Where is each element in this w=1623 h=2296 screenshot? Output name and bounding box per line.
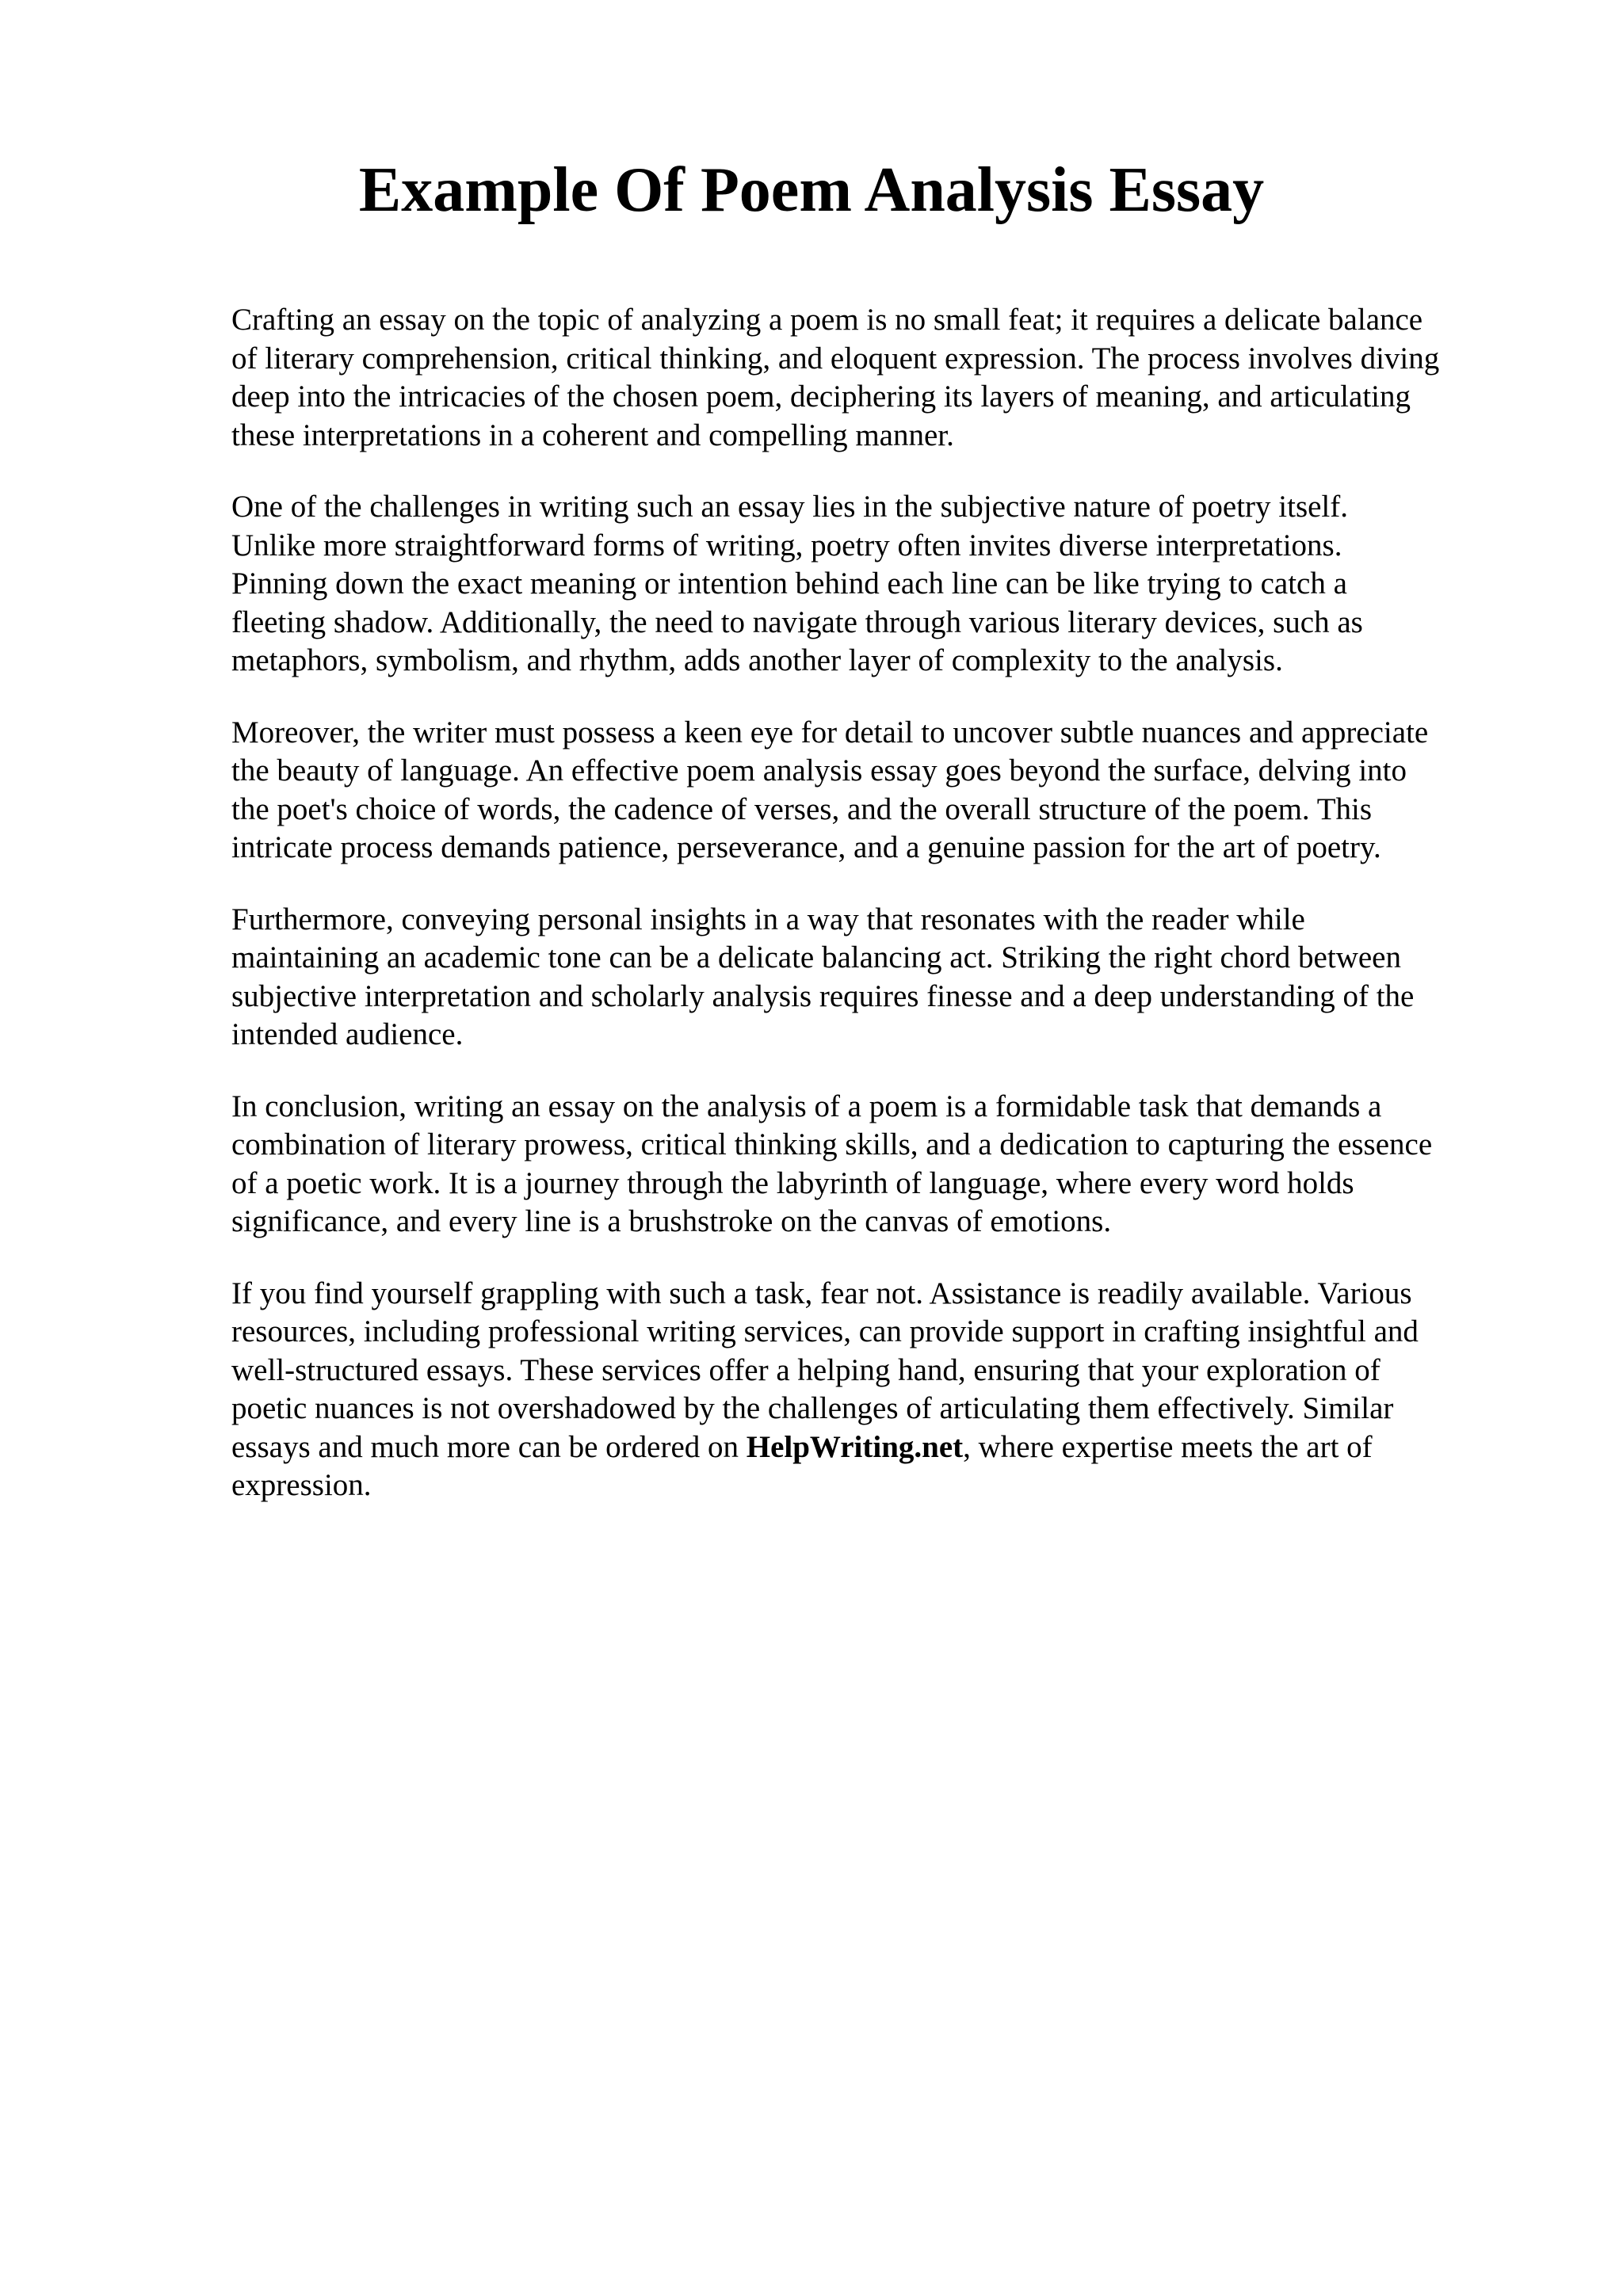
text-line: of a poetic work. It is a journey through the labyrinth of language, where every word holds: [231, 1165, 1354, 1200]
text-line: the poet's choice of words, the cadence of verses, and the overall structure of the poem. This: [231, 791, 1373, 826]
text-line-with-link: [231, 1428, 1531, 1467]
text-line: significance, and every line is a brushstroke on the canvas of emotions.: [231, 1204, 1112, 1238]
text-line: deep into the intricacies of the chosen poem, deciphering its layers of meaning, and articulating: [231, 379, 1411, 414]
text-line: In conclusion, writing an essay on the analysis of a poem is a formidable task that demands a: [231, 1089, 1382, 1123]
paragraph-2: [231, 488, 1531, 681]
text-line: One of the challenges in writing such an essay lies in the subjective nature of poetry itself.: [231, 490, 1349, 524]
text-line: Pinning down the exact meaning or intention behind each line can be like trying to catch a: [231, 566, 1347, 601]
document-title: Example Of Poem Analysis Essay: [358, 155, 1265, 225]
text-line: Furthermore, conveying personal insights in a way that resonates with the reader while: [231, 902, 1305, 936]
helpwriting-link[interactable]: HelpWriting.net: [746, 1429, 964, 1464]
text-line: If you find yourself grappling with such a task, fear not. Assistance is readily available. Various: [231, 1276, 1412, 1310]
text-line: resources, including professional writing services, can provide support in crafting insightful and: [231, 1314, 1419, 1348]
text-line: of literary comprehension, critical thinking, and eloquent expression. The process involves diving: [231, 341, 1440, 376]
text-line: intricate process demands patience, perseverance, and a genuine passion for the art of poetry.: [231, 830, 1381, 864]
text-line: expression.: [231, 1468, 372, 1502]
text-line: these interpretations in a coherent and compelling manner.: [231, 418, 954, 452]
text-line: poetic nuances is not overshadowed by the challenges of articulating them effectively. Similar: [231, 1391, 1394, 1425]
text-line: metaphors, symbolism, and rhythm, adds another layer of complexity to the analysis.: [231, 643, 1283, 677]
paragraph-4: [231, 901, 1531, 1055]
text-line: maintaining an academic tone can be a delicate balancing act. Striking the right chord between: [231, 940, 1401, 974]
text-line: Moreover, the writer must possess a keen eye for detail to uncover subtle nuances and appreciate: [231, 715, 1429, 749]
paragraph-6: [231, 1275, 1531, 1505]
text-line: combination of literary prowess, critical thinking skills, and a dedication to capturing the essence: [231, 1127, 1433, 1161]
paragraph-5: [231, 1088, 1531, 1241]
text-line: the beauty of language. An effective poem analysis essay goes beyond the surface, delving into: [231, 753, 1407, 788]
paragraph-1: [231, 301, 1531, 455]
text-fragment: , where expertise meets the art of: [963, 1429, 1373, 1464]
paragraph-3: [231, 714, 1531, 868]
text-line: Unlike more straightforward forms of writing, poetry often invites diverse interpretations.: [231, 528, 1342, 563]
text-line: fleeting shadow. Additionally, the need to navigate through various literary devices, such as: [231, 605, 1363, 639]
text-line: Crafting an essay on the topic of analyzing a poem is no small feat; it requires a delicate balance: [231, 303, 1423, 337]
text-line: well-structured essays. These services offer a helping hand, ensuring that your exploration of: [231, 1352, 1381, 1387]
text-line: subjective interpretation and scholarly analysis requires finesse and a deep understanding of the: [231, 978, 1415, 1013]
text-fragment: essays and much more can be ordered on: [231, 1429, 747, 1464]
essay-body: [231, 301, 1531, 1539]
text-line: intended audience.: [231, 1017, 464, 1051]
